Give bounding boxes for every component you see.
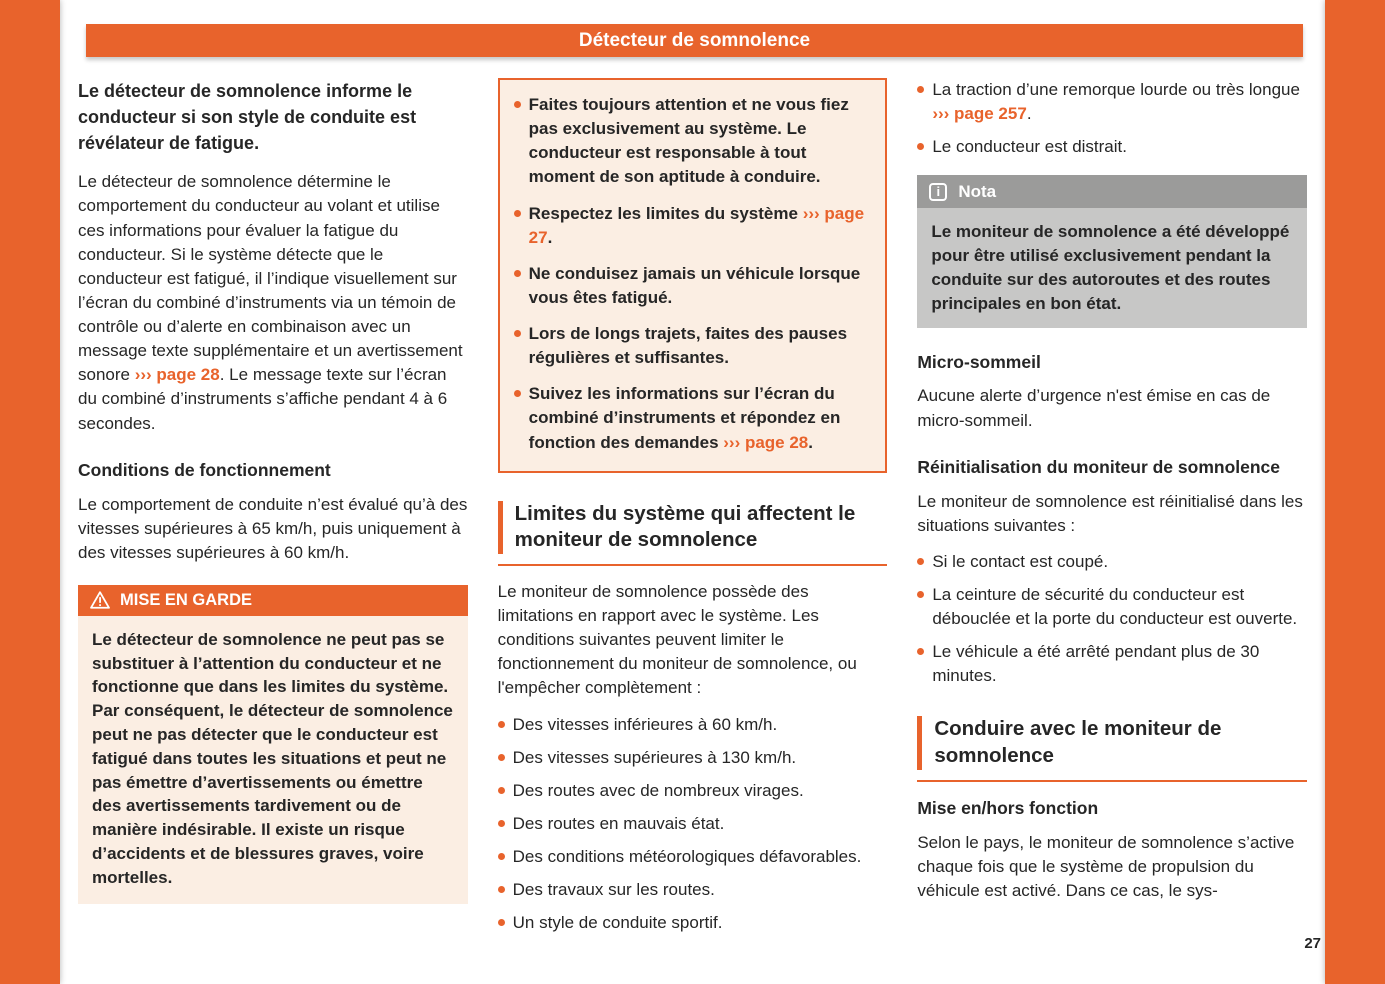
list-item-text: Suivez les informations sur l’écran du combiné d’instruments et répondez en fonction des demandes [528, 384, 841, 452]
list-item-text: Si le contact est coupé. [932, 551, 1109, 571]
paragraph-text: Le détecteur de somnolence détermine le comportement du conducteur au volant et utilise ces informations pour évaluer la fatigue du conducteur. Si le système détecte que le conducteur est fatigué, il l’indique visuellement sur l’écran du combiné d’instruments via un témoin de contrôle ou d’alerte en combinaison avec un message texte supplémentaire et un avertissement sonore [78, 172, 463, 385]
limits-list-continued [917, 78, 1307, 159]
heading-microsleep: Micro-sommeil [917, 351, 1041, 372]
page-title: Détecteur de somnolence [578, 29, 811, 51]
paragraph-conditions: Le comportement de conduite n’est évalué qu’à des vitesses supérieures à 65 km/h, puis uniquement à des vitesses supérieures à 60 km/h. [78, 494, 468, 562]
list-item-text: Respectez les limites du système [528, 203, 803, 223]
list-item [498, 911, 888, 935]
nota-header [917, 175, 1307, 208]
warning-box [78, 585, 468, 904]
list-item [514, 382, 872, 454]
page-ref-link[interactable]: ››› page 27 [528, 203, 865, 247]
heading-on-off: Mise en/hors fonction [917, 797, 1099, 818]
page-edge-left [0, 0, 60, 984]
list-item [917, 78, 1307, 126]
info-icon [929, 183, 947, 201]
page-edge-right [1325, 0, 1385, 984]
paragraph-overview [78, 170, 468, 435]
list-item-text: Le conducteur est distrait. [932, 137, 1127, 157]
list-item [498, 779, 888, 803]
list-item-text: Des conditions météorologiques défavorables. [512, 847, 862, 867]
page-number: 27 [1304, 935, 1321, 952]
paragraph-text: . Le message texte sur l’écran du combiné d’instruments s’affiche pendant 4 à 6 secondes. [78, 365, 448, 433]
limits-list [498, 713, 888, 936]
warning-body-text: Le détecteur de somnolence ne peut pas se substituer à l’attention du conducteur et ne fonctionne que dans les limites du système. Par conséquent, le détecteur de somnolence peut ne pas détecter que le conducteur est fatigué dans toutes les situations et peut ne pas émettre d’avertissements ou émettre des avertissements tardivement ou de manière indésirable. Il existe un risque d’accidents et de blessures graves, voire mortelles. [78, 616, 468, 904]
heading-reset: Réinitialisation du moniteur de somnolence [917, 456, 1281, 477]
list-item-text: Lors de longs trajets, faites des pauses régulières et suffisantes. [528, 324, 848, 368]
heading-operating-conditions: Conditions de fonctionnement [78, 459, 331, 480]
list-item [498, 713, 888, 737]
list-item-text: Des vitesses supérieures à 130 km/h. [512, 747, 797, 767]
nota-body-text: Le moniteur de somnolence a été développé pour être utilisé exclusivement pendant la conduite sur des autoroutes et des routes principales en bon état. [917, 208, 1307, 327]
warning-header [78, 585, 468, 616]
column-right [917, 78, 1307, 944]
section-heading-limits [498, 501, 888, 566]
nota-box [917, 175, 1307, 327]
paragraph-microsleep: Aucune alerte d’urgence n'est émise en cas de micro-sommeil. [917, 386, 1271, 430]
list-item [514, 262, 872, 310]
page-ref-link[interactable]: ››› page 28 [723, 432, 809, 452]
safety-notes-list [514, 93, 872, 455]
list-item [514, 202, 872, 250]
warning-title: MISE EN GARDE [120, 590, 253, 609]
list-item [917, 135, 1307, 159]
list-item [498, 812, 888, 836]
column-left [78, 78, 468, 944]
list-item-text: Des travaux sur les routes. [512, 880, 715, 900]
list-item-text: Ne conduisez jamais un véhicule lorsque vous êtes fatigué. [528, 263, 861, 307]
list-item [498, 845, 888, 869]
list-item [498, 878, 888, 902]
column-middle [498, 78, 888, 944]
list-item-text: Des routes avec de nombreux virages. [512, 780, 804, 800]
list-item-text: La ceinture de sécurité du conducteur est débouclée et la porte du conducteur est ouverte. [932, 584, 1298, 628]
safety-notes-box [498, 78, 888, 473]
list-item [917, 550, 1307, 574]
list-item-text: . [808, 432, 814, 452]
section-heading-driving [917, 716, 1307, 781]
paragraph-limits: Le moniteur de somnolence possède des limitations en rapport avec le système. Les conditions suivantes peuvent limiter le fonctionnement du moniteur de somnolence, ou l'empêcher complètement : [497, 581, 857, 698]
nota-title: Nota [958, 181, 997, 201]
list-item-text: Un style de conduite sportif. [512, 913, 723, 933]
list-item-text: Des vitesses inférieures à 60 km/h. [512, 714, 778, 734]
page-ref-link[interactable]: ››› page 257 [932, 104, 1027, 124]
content [78, 78, 1307, 944]
list-item-text: Faites toujours attention et ne vous fiez pas exclusivement au système. Le conducteur est responsable à tout moment de son aptitude à conduire. [528, 95, 849, 187]
list-item-text: Des routes en mauvais état. [512, 813, 725, 833]
section-title: Limites du système qui affectent le moniteur de somnolence [498, 501, 888, 554]
section-title: Conduire avec le moniteur de somnolence [917, 716, 1307, 769]
list-item [917, 640, 1307, 688]
list-item-text: Le véhicule a été arrêté pendant plus de 30 minutes. [932, 642, 1260, 686]
list-item [917, 583, 1307, 631]
reset-list [917, 550, 1307, 689]
list-item-text: La traction d’une remorque lourde ou très longue [932, 80, 1300, 99]
intro-text: Le détecteur de somnolence informe le conducteur si son style de conduite est révélateur de fatigue. [78, 81, 417, 154]
list-item [498, 746, 888, 770]
page-header [86, 24, 1303, 57]
list-item [514, 93, 872, 190]
paragraph-reset: Le moniteur de somnolence est réinitialisé dans les situations suivantes : [917, 491, 1303, 535]
paragraph-on-off: Selon le pays, le moniteur de somnolence s’active chaque fois que le système de propulsion du véhicule est activé. Dans ce cas, le sys- [917, 832, 1295, 900]
list-item [514, 322, 872, 370]
warning-triangle-icon [90, 591, 110, 609]
list-item-text: . [547, 227, 553, 247]
list-item-text: . [1026, 104, 1032, 124]
page-ref-link[interactable]: ››› page 28 [134, 365, 220, 385]
